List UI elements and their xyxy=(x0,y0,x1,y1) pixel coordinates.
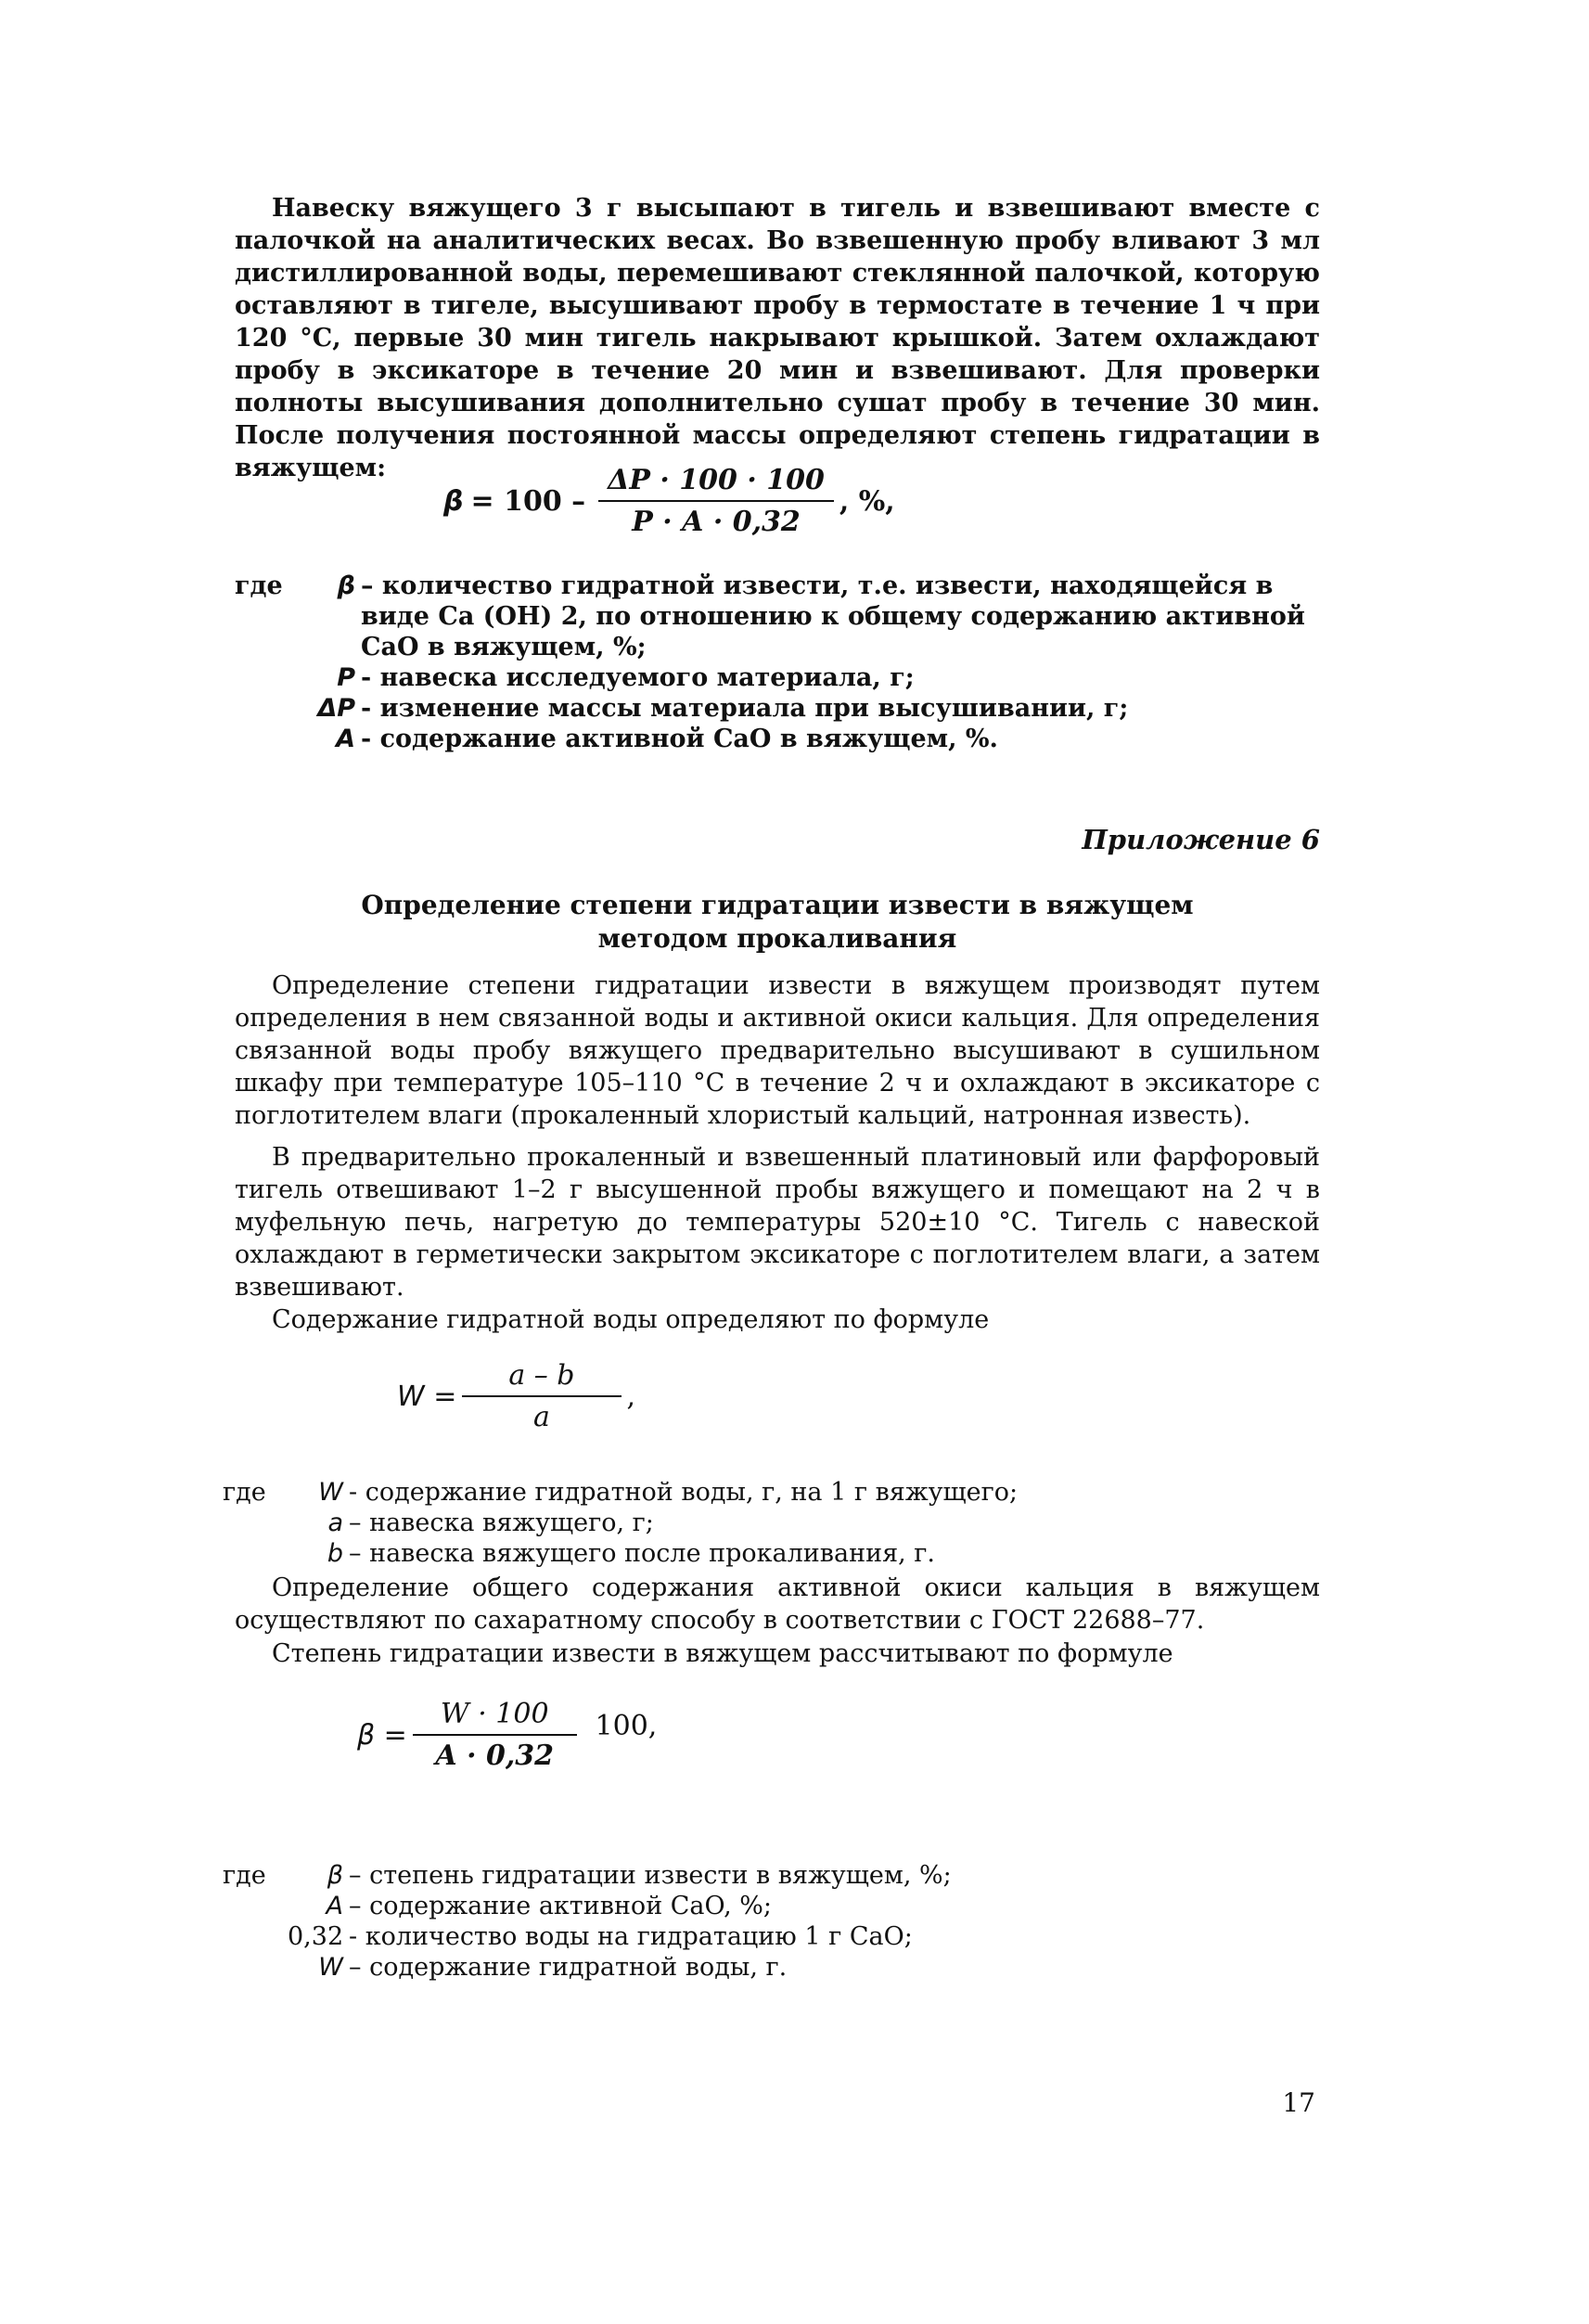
paragraph-drying-procedure: Навеску вяжущего 3 г высыпают в тигель и взвешивают вместе с палочкой на аналитических весах. Во взвешенную пробу вливают 3 мл дистиллированной воды, перемешивают стеклянной палочкой, которую оставляют в тигеле, высушивают пробу в термостате в течение 1 ч при 120 °С, первые 30 мин тигель накрывают крышкой. Затем охлаждают пробу в эксикаторе в течение 20 мин и взвешивают. Для проверки полноты высушивания дополнительно сушат пробу в течение 30 мин. После получения постоянной массы определяют степень гидратации в вяжущем: xyxy=(235,194,1320,482)
legend-description: - изменение массы материала при высушивании, г; xyxy=(361,694,1129,723)
legend-symbol: b xyxy=(327,1539,343,1568)
formula-3-lhs: β = xyxy=(357,1718,407,1752)
legend-row xyxy=(235,662,1320,693)
fraction-bar xyxy=(413,1734,577,1736)
legend-symbol: W xyxy=(318,1478,343,1507)
legend-description: – навеска вяжущего, г; xyxy=(349,1509,654,1537)
formula-1-lhs: β xyxy=(443,484,464,518)
legend-description: – содержание гидратной воды, г. xyxy=(349,1953,788,1982)
legend-symbol: A xyxy=(326,1892,343,1920)
legend-description: – количество гидратной извести, т.е. извести, находящейся в виде Ca (OH) 2, по отношению к общему содержанию активной CaO в вяжущем, %; xyxy=(361,571,1305,661)
legend-description: – содержание активной CaO, %; xyxy=(349,1892,772,1920)
legend-symbol: β xyxy=(337,571,355,600)
legend-formula-2 xyxy=(223,1477,1317,1569)
legend-row xyxy=(223,1860,1317,1891)
legend-symbol: 0,32 xyxy=(288,1922,344,1951)
legend-description: - содержание активной CaO в вяжущем, %. xyxy=(361,725,998,753)
paragraph-water-formula-intro: Содержание гидратной воды определяют по формуле xyxy=(272,1305,990,1334)
fraction-bar xyxy=(598,500,834,502)
page-number: 17 xyxy=(1282,2087,1315,2118)
legend-description: - количество воды на гидратацию 1 г CaO; xyxy=(349,1922,913,1951)
formula-3-numerator: W · 100 xyxy=(440,1698,549,1730)
legend-where: где xyxy=(223,1478,266,1507)
legend-symbol: A xyxy=(336,725,355,753)
formula-1-numerator: ΔP · 100 · 100 xyxy=(608,464,825,496)
legend-row xyxy=(235,693,1320,724)
legend-where: где xyxy=(235,571,283,600)
appendix-label: Приложение 6 xyxy=(1082,824,1320,855)
formula-2-numerator: a – b xyxy=(508,1359,575,1392)
legend-formula-3 xyxy=(223,1860,1317,1983)
formula-hydration-degree-drying xyxy=(443,464,895,538)
formula-3-denominator: A · 0,32 xyxy=(435,1740,555,1772)
formula-2-fraction xyxy=(462,1359,621,1433)
formula-1-fraction xyxy=(598,464,834,538)
legend-row xyxy=(223,1952,1317,1983)
fraction-bar xyxy=(462,1395,621,1397)
legend-symbol: W xyxy=(318,1953,343,1982)
paragraph-calcination: В предварительно прокаленный и взвешенный платиновый или фарфоровый тигель отвешивают 1–2 г высушенной пробы вяжущего и помещают на 2 ч в муфельную печь, нагретую до температуры 520±10 °С. Тигель с навеской охлаждают в герметически закрытом эксикаторе с поглотителем влаги, а затем взвешивают. xyxy=(235,1143,1320,1302)
paragraph-active-cao: Определение общего содержания активной окиси кальция в вяжущем осуществляют по сахаратному способу в соответствии с ГОСТ 22688–77. xyxy=(235,1573,1320,1635)
paragraph-hydration-formula-intro: Степень гидратации извести в вяжущем рассчитывают по формуле xyxy=(272,1639,1173,1668)
formula-2-lhs: W = xyxy=(397,1380,457,1413)
legend-description: – навеска вяжущего после прокаливания, г. xyxy=(349,1539,936,1568)
heading-line-1: Определение степени гидратации извести в вяжущем xyxy=(361,890,1194,920)
legend-symbol: a xyxy=(327,1509,343,1537)
legend-row xyxy=(223,1538,1317,1569)
formula-hydration-degree-calcination xyxy=(357,1698,657,1772)
legend-row xyxy=(235,724,1320,754)
legend-row xyxy=(235,571,1320,662)
formula-2-suffix: , xyxy=(626,1380,636,1413)
legend-row xyxy=(223,1508,1317,1538)
formula-2-denominator: a xyxy=(532,1401,550,1433)
legend-symbol: P xyxy=(337,663,355,692)
formula-1-suffix: , %, xyxy=(839,484,895,518)
legend-row xyxy=(223,1891,1317,1921)
legend-description: - содержание гидратной воды, г, на 1 г вяжущего; xyxy=(349,1478,1019,1507)
formula-3-fraction xyxy=(413,1698,577,1772)
legend-description: - навеска исследуемого материала, г; xyxy=(361,663,915,692)
section-heading xyxy=(235,889,1320,956)
legend-symbol: β xyxy=(327,1861,343,1890)
legend-symbol: ΔP xyxy=(317,694,355,723)
heading-line-2: методом прокаливания xyxy=(597,923,957,954)
legend-description: – степень гидратации извести в вяжущем, %; xyxy=(349,1861,952,1890)
formula-hydrate-water xyxy=(397,1359,635,1433)
legend-formula-1 xyxy=(235,571,1320,754)
formula-1-denominator: P · A · 0,32 xyxy=(632,506,801,538)
legend-row xyxy=(223,1921,1317,1952)
paragraph-method-intro: Определение степени гидратации извести в вяжущем производят путем определения в нем связанной воды и активной окиси кальция. Для определения связанной воды пробу вяжущего предварительно высушивают в сушильном шкафу при температуре 105–110 °С в течение 2 ч и охлаждают в эксикаторе с поглотителем влаги (прокаленный хлористый кальций, натронная известь). xyxy=(235,971,1320,1130)
formula-3-suffix: 100, xyxy=(595,1709,658,1742)
legend-where: где xyxy=(223,1861,266,1890)
legend-row xyxy=(223,1477,1317,1508)
formula-1-eq: = 100 – xyxy=(470,484,586,518)
